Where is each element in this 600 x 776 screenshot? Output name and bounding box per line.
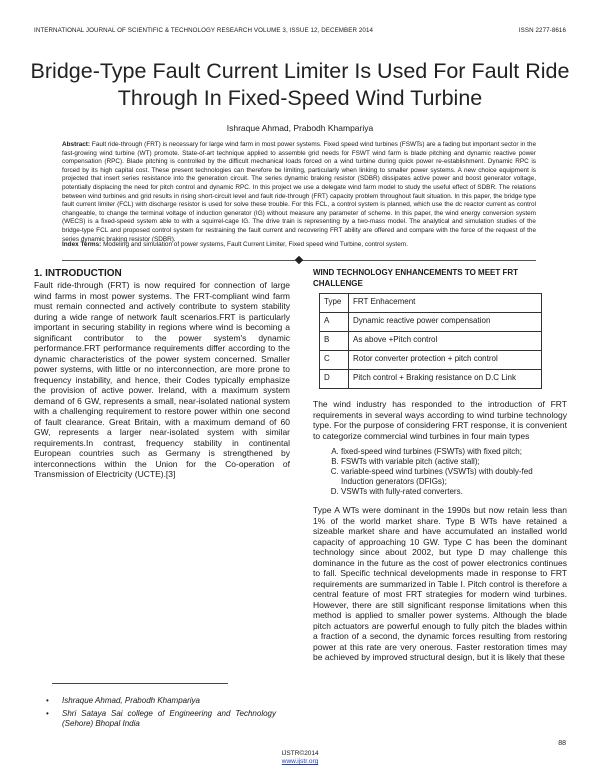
table-row — [320, 351, 542, 370]
footnote-item — [46, 696, 276, 707]
table-cell: A — [320, 313, 349, 332]
abstract-label: Abstract: — [62, 141, 91, 148]
abstract-text: Fault ride-through (FRT) is necessary for large wind farm in most power systems. Fixed speed wind turbines (FSWTs) are a fading but important sector in the fast-growing wind turbine (WT) promote. State-of-art technique applied to assemble grid needs for FSWT wind farm is blade pitching and dynamic reactive power compensation (RPC). Blade pitching is controlled by the difficult mechanical loads forced on a wind turbine during quick power re-establishment. Dynamic RPC is forced by its high capital cost. These present technologies can therefore be limiting, particularly when linking to smaller power systems. A new choice equipment is projected that insert series resistance into the generation circuit. The series dynamic braking resistor (SDBR) dissipates active power and boost generator voltage, potentially displacing the need for pitch control and dynamic RPC. In this project we use a delegate wind farm model to study the useful effect of SDBR. The relations between wind turbines and grid results in rising short-circuit level and fault ride-through (FRT) capacity problem throughout fault situation. In this paper, the bridge type fault current limiter (FCL) with discharge resistor is used for solve these trouble. For this FCL, a control system is planned, which use the dc reactor current as control changeable, to change the terminal voltage of induction generator (IG) without measure any parameter of scheme. In this paper, the wind energy conversion system (WECS) is a fixed-speed system able to with a squirrel-cage IG. The drive train is representing by a two-mass model. The analytical and simulation studies of the bridge-type FCL and proposed control system for restraining the fault current and recovering FRT ability are offered and compare with the force of the request of the series dynamic braking resistor (SDBR). — [62, 141, 537, 243]
paragraph-wind-industry: The wind industry has responded to the introduction of FRT requirements in several ways according to wind turbine technology type. For the purpose of considering FRT response, it is convenient to categorize commercial wind turbines in four main types — [313, 399, 567, 441]
table-row — [320, 332, 542, 351]
frt-enhancement-table — [319, 293, 542, 389]
intro-heading: 1. INTRODUCTION — [34, 268, 122, 279]
footer-code: IJSTR©2014 — [281, 750, 319, 757]
table-row — [320, 370, 542, 389]
table-header-row — [320, 294, 542, 313]
footnote-text: Ishraque Ahmad, Prabodh Khampariya — [62, 696, 201, 705]
running-header — [34, 27, 566, 39]
intro-paragraph: Fault ride-through (FRT) is now required for connection of large wind farms in most power systems. The FRT-compliant wind farm must remain connected and actively contribute to system stability during a wide range of network fault scenarios.FRT is particularly important in securing stability in regions where wind is becoming a significant contributor to the power system's dynamic performance.FRT performance requirements differ according to the dynamic characteristics of the power system concerned. Smaller power systems, with little or no interconnection, are more prone to frequency instability, and hence, their Codes typically emphasize the provision of active power. Ireland, with a maximum system demand of 6 GW, represents a small, near-isolated national system with a challenging requirement to restore power within one second of fault clearance. Great Britain, with a maximum demand of 60 GW, represents a larger near-isolated system with similar requirements.In contrast, frequency stability in continental European countries such as Germany is strengthened by interconnections within the Union for the Co-operation of Transmission of Electricity (UCTE).[3] — [34, 280, 290, 479]
table-heading: WIND TECHNOLOGY ENHANCEMENTS TO MEET FRT CHALLENGE — [313, 268, 519, 288]
table-cell: Pitch control + Braking resistance on D.C Link — [349, 370, 542, 389]
turbine-types-list — [313, 447, 567, 497]
paragraph-type-market: Type A WTs were dominant in the 1990s but now retain less than 1% of the world market share. Type B WTs have retained a sizeable market share and have accumulated an installed world capacity of approaching 10 GW. Type C has been the dominant technology since about 2002, but type D may challenge this dominance in the future as the cost of power electronics continues to fall. Specific technical developments made in response to FRT requirements are summarized in Table I. Pitch control is therefore a central feature of most FRT strategies for modern wind turbines. However, there are still significant response limitations when this method is applied to smaller power systems. Although the blade pitch actuators are powerful enough to fully pitch the blades within a fraction of a second, the dynamic forces resulting from restoring power at this rate are very onerous. Faster restoration times may be achieved by improved structural design, but it is likely that these — [313, 505, 567, 662]
right-column — [313, 268, 567, 663]
journal-name: INTERNATIONAL JOURNAL OF SCIENTIFIC & TECHNOLOGY RESEARCH VOLUME 3, ISSUE 12, DECEMBER 2014 — [34, 27, 374, 34]
footnote-rule — [52, 683, 228, 684]
table-cell: As above +Pitch control — [349, 332, 542, 351]
list-item: C. variable-speed wind turbines (VSWTs) with doubly-fed Induction generators (DFIGs); — [341, 467, 567, 487]
footnotes — [46, 696, 276, 732]
section-divider — [62, 256, 536, 264]
table-cell: Dynamic reactive power compensation — [349, 313, 542, 332]
table-cell: D — [320, 370, 349, 389]
authors: Ishraque Ahmad, Prabodh Khampariya — [226, 123, 374, 133]
bullet-icon: • — [46, 696, 49, 705]
table-cell: C — [320, 351, 349, 370]
list-item: D. VSWTs with fully-rated converters. — [341, 487, 567, 497]
index-terms-text: Modeling and simulation of power systems, Fault Current Limiter, Fixed speed wind Turbine, control system. — [103, 241, 408, 248]
table-header-cell: Type — [320, 294, 349, 313]
left-column — [34, 268, 290, 480]
issn: ISSN 2277-8616 — [518, 27, 566, 34]
diamond-icon — [295, 256, 303, 264]
footer-link[interactable]: www.ijstr.org — [281, 758, 319, 765]
table-cell: B — [320, 332, 349, 351]
footnote-item — [46, 709, 276, 730]
list-item: A. fixed-speed wind turbines (FSWTs) with fixed pitch; — [341, 447, 567, 457]
paper-title: Bridge-Type Fault Current Limiter Is Used For Fault Ride Through In Fixed-Speed Wind Turbine — [30, 59, 570, 110]
bullet-icon: • — [46, 708, 49, 718]
list-item: B. FSWTs with variable pitch (active stall); — [341, 457, 567, 467]
footnote-text: Shri Sataya Sai college of Engineering and Technology (Sehore) Bhopal India — [62, 708, 276, 728]
page-footer — [0, 750, 600, 766]
table-cell: Rotor converter protection + pitch control — [349, 351, 542, 370]
index-terms-label: Index Terms: — [62, 241, 102, 248]
table-header-cell: FRT Enhacement — [349, 294, 542, 313]
abstract — [62, 141, 536, 244]
index-terms — [62, 241, 536, 250]
table-row — [320, 313, 542, 332]
page-number: 88 — [558, 740, 566, 747]
